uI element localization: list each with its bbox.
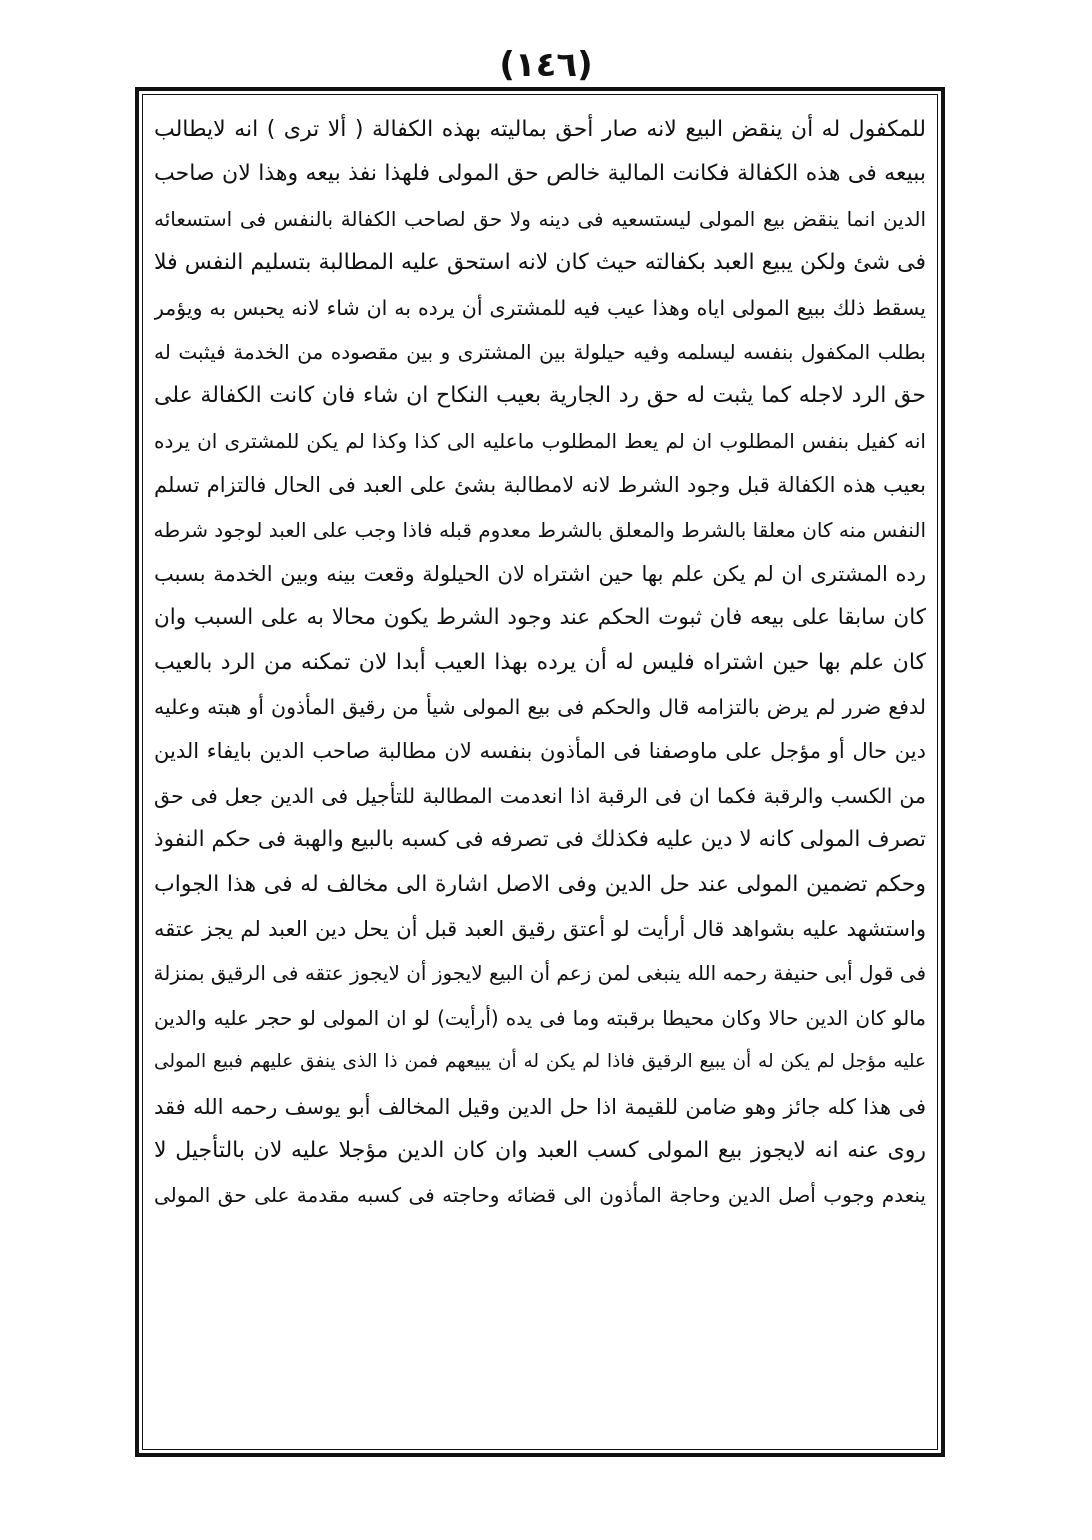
page-number: (١٤٦) [499,45,593,85]
text-line: النفس منه كان معلقا بالشرط والمعلق بالشرط معدوم قبله فاذا وجب على العبد لوجود شرطه [154,517,926,542]
text-line: فى قول أبى حنيفة رحمه الله ينبغى لمن زعم أن البيع لايجوز أن لايجوز عتقه فى الرقيق بمنزلة [154,961,926,986]
text-line: لدفع ضرر لم يرض بالتزامه قال والحكم فى بيع المولى شيأ من رقيق المأذون أو هبته وعليه [154,695,926,720]
text-line: حق الرد لاجله كما يثبت له حق رد الجارية بعيب النكاح ان شاء فان كانت الكفالة على [154,383,926,409]
text-line: كان علم بها حين اشتراه فليس له أن يرده بهذا العيب أبدا لان تمكنه من الرد بالعيب [154,649,926,675]
text-line: من الكسب والرقبة فكما ان فى الرقبة اذا انعدمت المطالبة للتأجيل فى الدين جعل فى حق [154,783,926,808]
text-line: روى عنه انه لايجوز بيع المولى كسب العبد وان كان الدين مؤجلا عليه لان بالتأجيل لا [154,1137,926,1163]
text-line: رده المشترى ان لم يكن علم بها حين اشتراه لان الحيلولة وقعت بينه وبين الخدمة بسبب [154,561,926,586]
text-line: بعيب هذه الكفالة قبل وجود الشرط لانه لامطالبة بشئ على العبد فى الحال فالتزام تسلم [154,473,926,498]
text-line: كان سابقا على بيعه فان ثبوت الحكم عند وجود الشرط يكون محالا به على السبب وان [154,605,926,631]
text-line: واستشهد عليه بشواهد قال أرأيت لو أعتق رقيق العبد قبل أن يحل دين العبد لم يجز عتقه [154,917,926,942]
text-line: مالو كان الدين حالا وكان محيطا برقبته وما فى يده (أرأيت) لو ان المولى لو حجر عليه والدين [154,1005,926,1030]
text-line: الدين انما ينقض بيع المولى ليستسعيه فى دينه ولا حق لصاحب الكفالة بالنفس فى استسعائه [154,206,926,231]
text-line: عليه مؤجل لم يكن له أن يبيع الرقيق فاذا لم يكن له أن يبيعهم فمن ذا الذى ينفق عليهم فبيع المولى [154,1051,926,1073]
text-line: تصرف المولى كانه لا دين عليه فكذلك فى تصرفه فى كسبه بالبيع والهبة فى حكم النفوذ [154,827,926,853]
text-line: بطلب المكفول بنفسه ليسلمه وفيه حيلولة بين المشترى و بين مقصوده من الخدمة فيثبت له [154,339,926,364]
text-line: دين حال أو مؤجل على ماوصفنا فى المأذون بنفسه لان مطالبة صاحب الدين بايفاء الدين [154,739,926,764]
text-line: وحكم تضمين المولى عند حل الدين وفى الاصل اشارة الى مخالف له فى هذا الجواب [154,871,926,897]
text-line: فى هذا كله جائز وهو ضامن للقيمة اذا حل الدين وقيل المخالف أبو يوسف رحمه الله فقد [154,1094,926,1119]
text-line: ينعدم وجوب أصل الدين وحاجة المأذون الى قضائه وحاجته فى كسبه مقدمة على حق المولى [154,1183,926,1208]
text-line: فى شئ ولكن يبيع العبد بكفالته حيث كان لانه استحق عليه المطالبة بتسليم النفس فلا [154,250,926,276]
body-text [154,108,926,1218]
text-line: ببيعه فى هذه الكفالة فكانت المالية خالص حق المولى فلهذا نفذ بيعه وهذا لان صاحب [154,161,926,187]
text-line: يسقط ذلك ببيع المولى اياه وهذا عيب فيه للمشترى أن يرده به ان شاء لانه يحبس به ويؤمر [154,295,926,320]
text-line: انه كفيل بنفس المطلوب ان لم يعط المطلوب ماعليه الى كذا وكذا لم يكن للمشترى ان يرده [154,428,926,453]
text-line: للمكفول له أن ينقض البيع لانه صار أحق بماليته بهذه الكفالة ( ألا ترى ) انه لايطالب [154,117,926,142]
